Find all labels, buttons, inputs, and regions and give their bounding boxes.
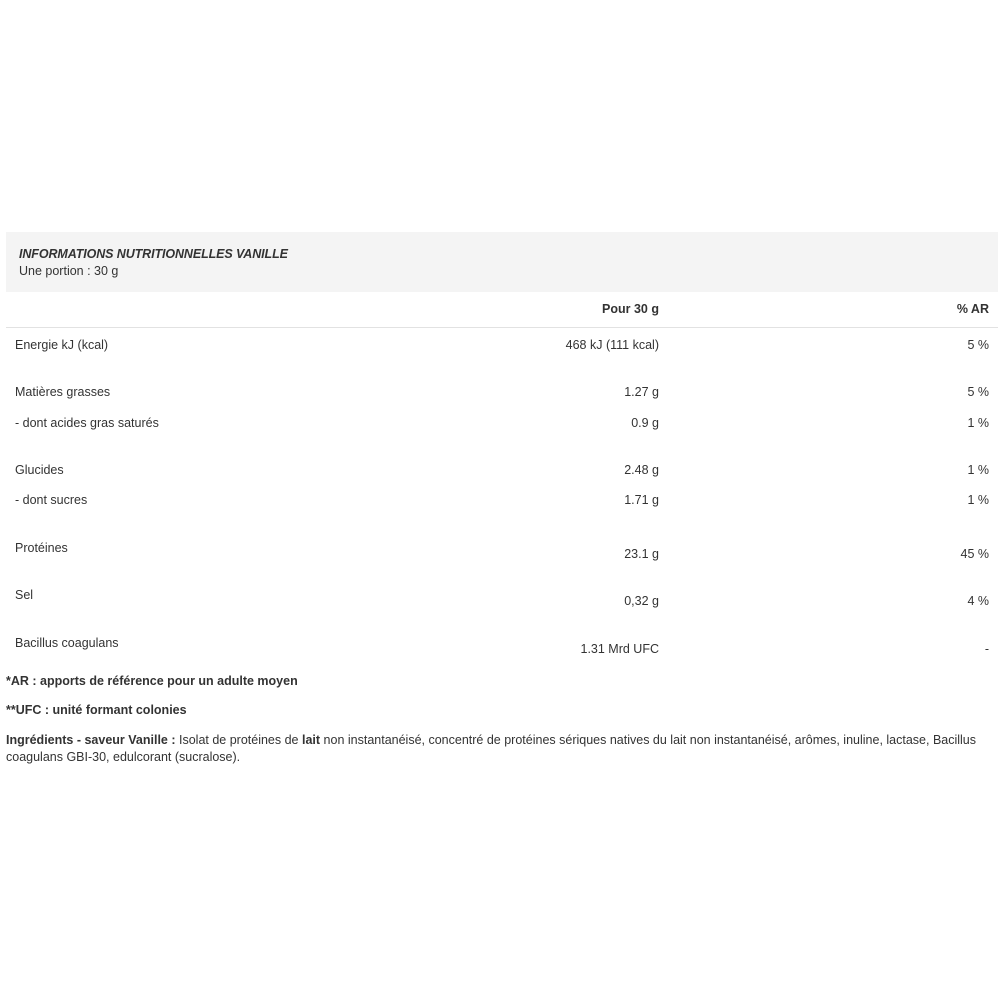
row-label: Energie kJ (kcal): [15, 338, 109, 352]
allergen-milk: lait: [302, 733, 321, 747]
row-label: Sel: [15, 588, 34, 602]
row-label: - dont sucres: [15, 493, 88, 507]
row-ar: 1 %: [967, 493, 989, 507]
row-label: Matières grasses: [15, 385, 111, 399]
row-ar: 1 %: [967, 416, 989, 430]
table-header: [6, 232, 998, 292]
ufc-footnote-text: **UFC : unité formant colonies: [6, 703, 187, 717]
column-header-per-portion: Pour 30 g: [602, 302, 659, 316]
ingredients-text-1: Isolat de protéines de: [175, 733, 302, 747]
ar-footnote: [6, 674, 996, 688]
row-value: 2.48 g: [624, 463, 659, 477]
row-value: 1.31 Mrd UFC: [580, 642, 659, 656]
row-ar: 1 %: [967, 463, 989, 477]
row-value: 23.1 g: [624, 547, 659, 561]
row-ar: 45 %: [960, 547, 989, 561]
ingredients-label: Ingrédients - saveur Vanille :: [6, 733, 176, 747]
row-value: 468 kJ (111 kcal): [565, 338, 659, 352]
row-value: 0.9 g: [631, 416, 659, 430]
ingredients-paragraph: [6, 732, 996, 766]
row-value: 1.71 g: [624, 493, 659, 507]
column-header-ar: % AR: [956, 302, 989, 316]
portion-size: Une portion : 30 g: [19, 264, 119, 278]
row-ar: 5 %: [967, 338, 989, 352]
row-label: Glucides: [15, 463, 64, 477]
row-label: - dont acides gras saturés: [15, 416, 159, 430]
ingredients-text-2: non instantanéisé, concentré de protéines sériques natives du lait non instantanéisé, arômes, inuline, lactase, Bacillus coagulans GBI-30, edulcorant (sucralose).: [6, 733, 977, 764]
ufc-footnote: [6, 703, 996, 717]
ar-footnote-text: *AR : apports de référence pour un adulte moyen: [6, 674, 298, 688]
row-label: Bacillus coagulans: [15, 636, 119, 650]
table-title: INFORMATIONS NUTRITIONNELLES VANILLE: [19, 247, 288, 261]
row-label: Protéines: [15, 541, 68, 555]
nutrition-table: [6, 232, 998, 656]
row-value: 1.27 g: [624, 385, 659, 399]
column-headers: [6, 292, 998, 328]
row-ar: -: [984, 642, 989, 656]
row-ar: 4 %: [967, 594, 989, 608]
row-ar: 5 %: [967, 385, 989, 399]
row-value: 0,32 g: [624, 594, 659, 608]
